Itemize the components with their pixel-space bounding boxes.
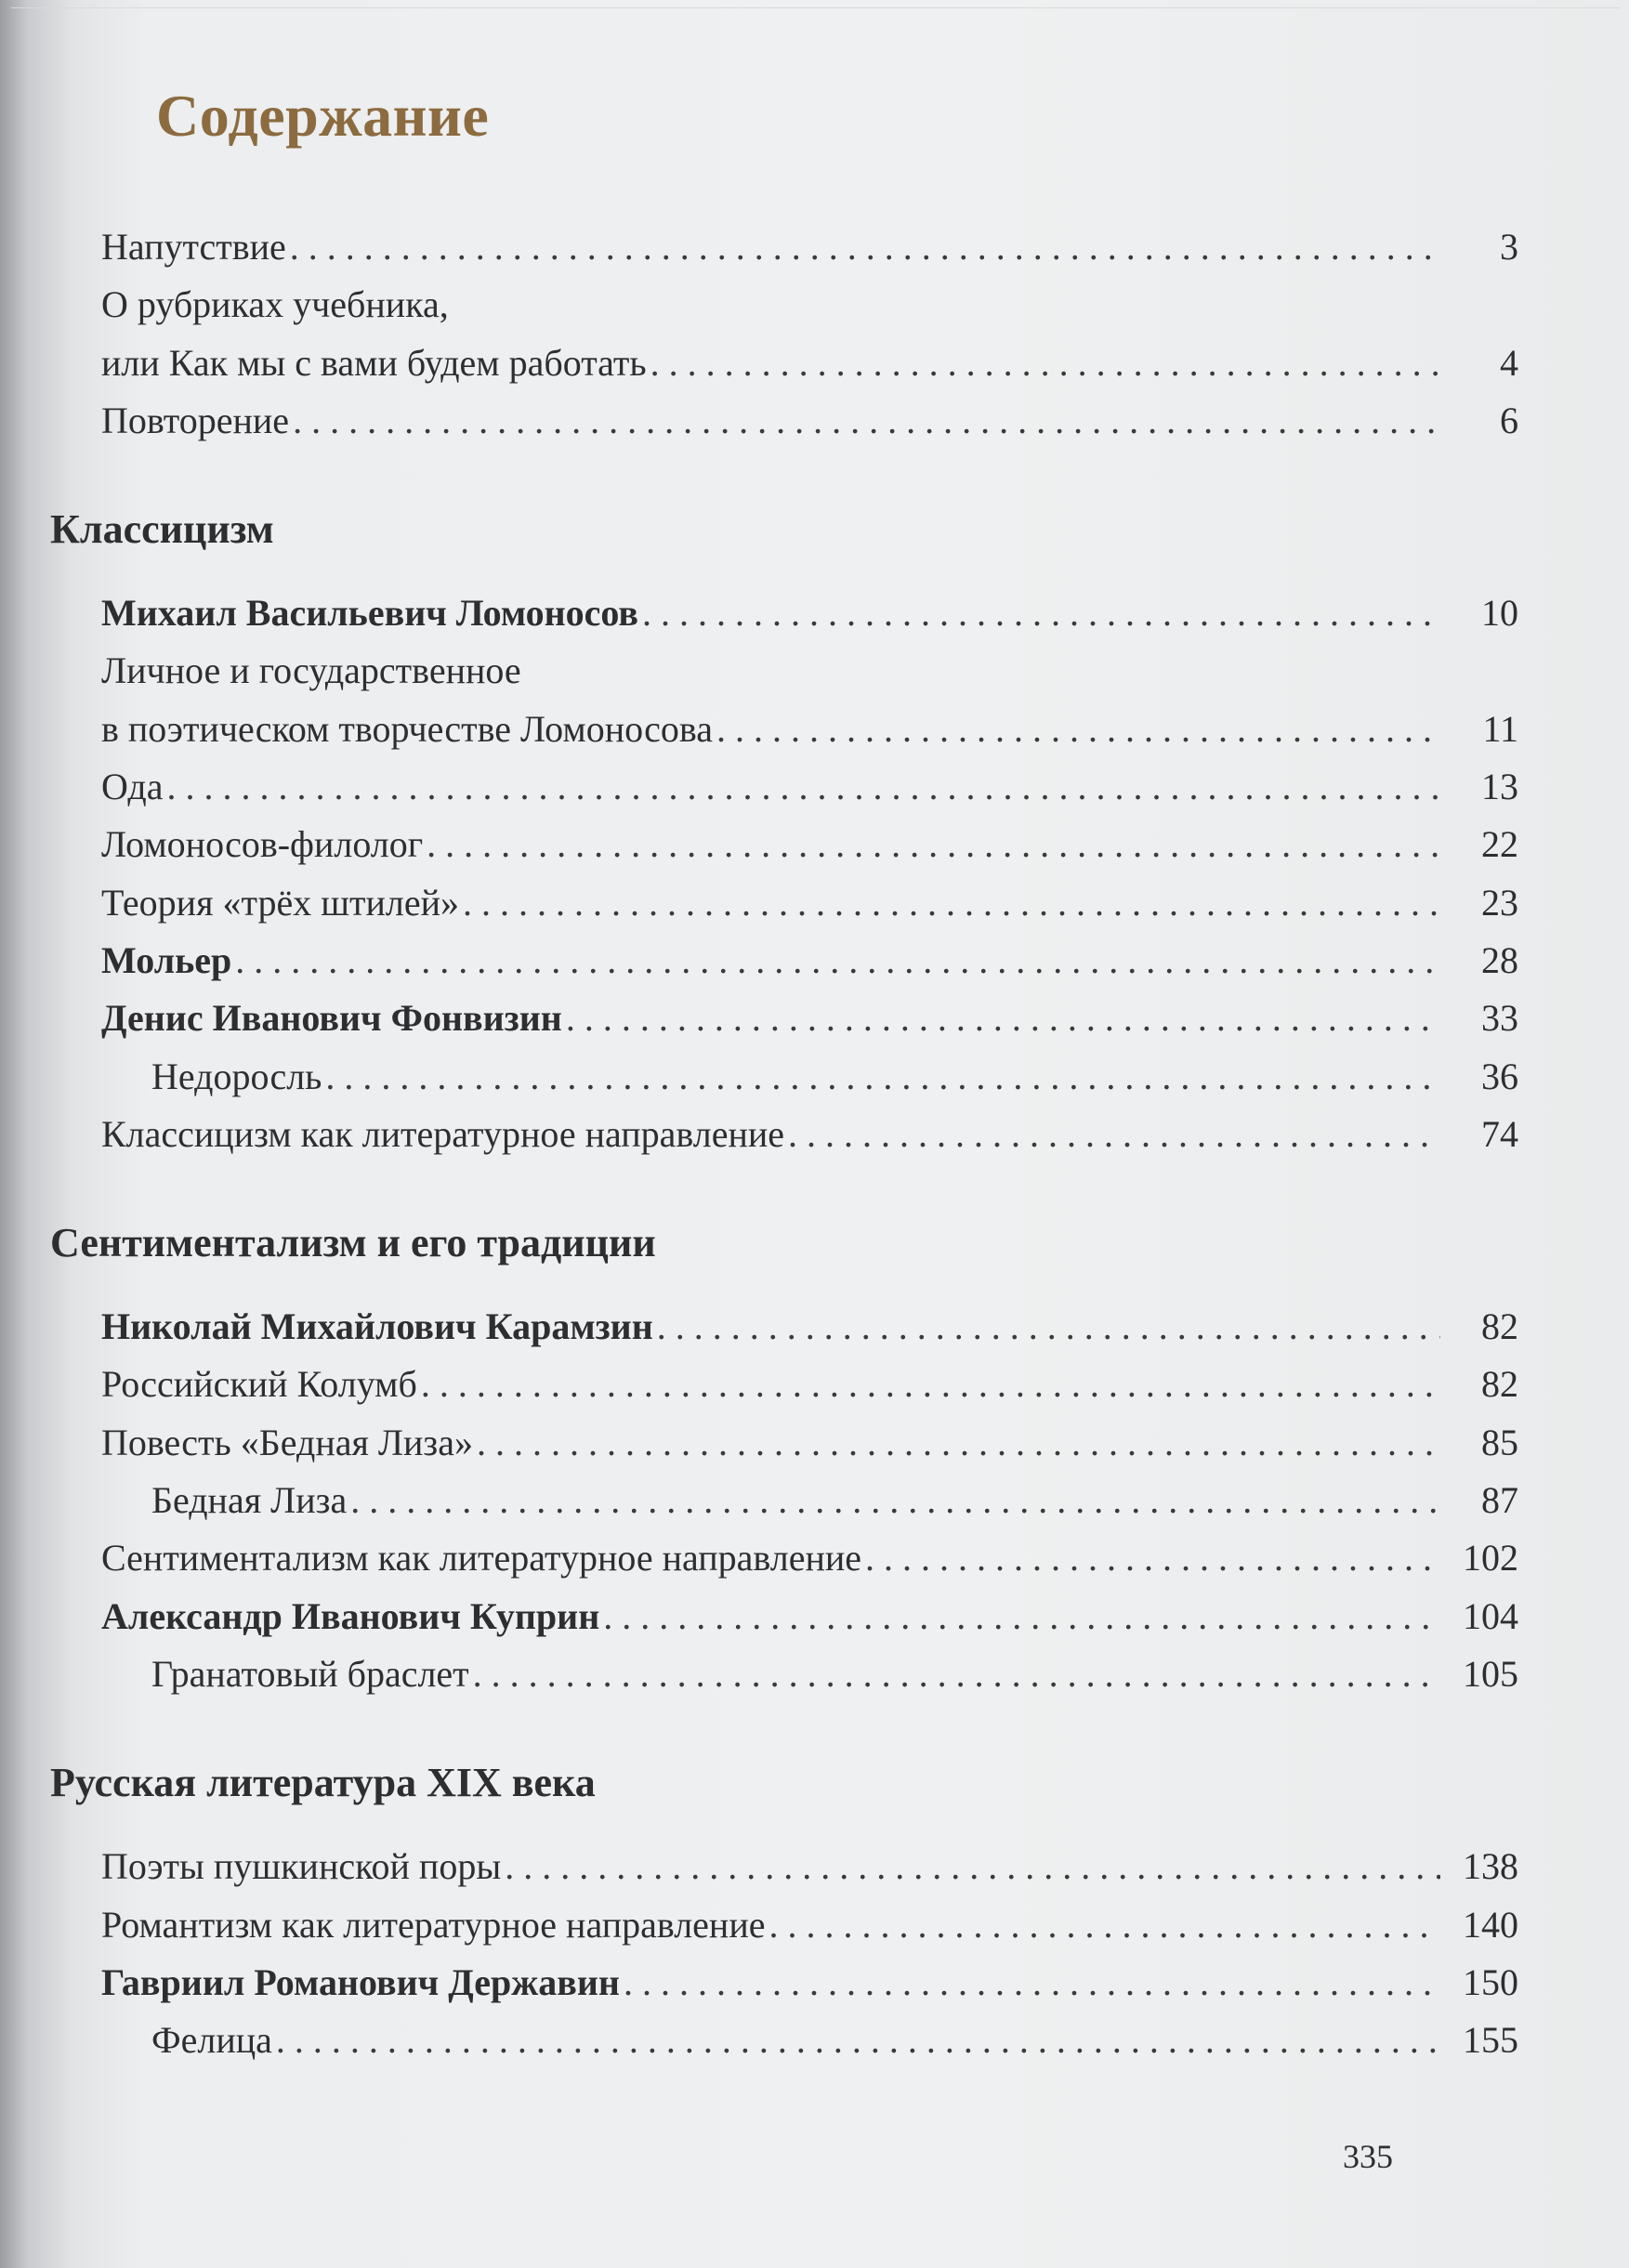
toc-entry[interactable] bbox=[50, 642, 1518, 700]
toc-entry[interactable] bbox=[50, 1414, 1518, 1472]
toc-entry[interactable] bbox=[50, 1048, 1518, 1106]
toc-entry-title: Повесть «Бедная Лиза» bbox=[101, 1421, 473, 1463]
toc-entry-title: Николай Михайлович Карамзин bbox=[101, 1305, 653, 1348]
toc-entry-page: 33 bbox=[1481, 997, 1518, 1040]
leader-dots bbox=[235, 932, 1440, 990]
toc-entry-page: 85 bbox=[1481, 1421, 1518, 1463]
leader-dots bbox=[166, 758, 1440, 816]
toc-entry-page: 74 bbox=[1481, 1112, 1518, 1155]
toc-entry[interactable] bbox=[50, 758, 1518, 816]
leader-dots bbox=[716, 701, 1440, 758]
leader-dots bbox=[350, 1472, 1440, 1529]
toc-entry-title: Повторение bbox=[101, 399, 290, 441]
section-heading: Сентиментализм и его традиции bbox=[50, 1220, 656, 1266]
toc-entry-title: Личное и государственное bbox=[101, 649, 521, 692]
page-title: Содержание bbox=[156, 83, 490, 149]
section-heading: Классицизм bbox=[50, 506, 274, 553]
toc-entry-page: 150 bbox=[1463, 1960, 1518, 2003]
toc-entry[interactable] bbox=[50, 1645, 1518, 1703]
toc-entry[interactable] bbox=[50, 276, 1518, 334]
toc-entry-page: 104 bbox=[1463, 1594, 1518, 1637]
toc-entry[interactable] bbox=[50, 932, 1518, 990]
toc-entry-page: 155 bbox=[1463, 2019, 1518, 2062]
toc-entry-page: 6 bbox=[1500, 399, 1518, 441]
leader-dots bbox=[650, 334, 1440, 392]
toc-entry-title: Романтизм как литературное направление bbox=[101, 1903, 766, 1946]
toc-entry-page: 28 bbox=[1481, 938, 1518, 981]
toc-entry-title: Денис Иванович Фонвизин bbox=[101, 997, 562, 1040]
leader-dots bbox=[477, 1414, 1440, 1472]
toc-entry[interactable] bbox=[50, 1954, 1518, 2012]
toc-entry[interactable] bbox=[50, 2012, 1518, 2069]
toc-entry-title: Сентиментализм как литературное направление bbox=[101, 1537, 862, 1580]
leader-dots bbox=[293, 392, 1440, 450]
toc-entry-title: Мольер bbox=[101, 938, 232, 981]
leader-dots bbox=[788, 1106, 1440, 1163]
toc-entry-page: 11 bbox=[1482, 707, 1518, 750]
toc-entry[interactable] bbox=[50, 1588, 1518, 1645]
toc-entry-page: 82 bbox=[1481, 1363, 1518, 1406]
toc-entry-title: О рубриках учебника, bbox=[101, 283, 449, 326]
toc-entry-title: Бедная Лиза bbox=[151, 1479, 348, 1522]
toc-entry-title: Теория «трёх штилей» bbox=[101, 881, 459, 924]
toc-entry-title: Фелица bbox=[151, 2019, 272, 2062]
leader-dots bbox=[427, 816, 1440, 873]
toc-entry[interactable] bbox=[50, 334, 1518, 392]
toc-entry-title: Александр Иванович Куприн bbox=[101, 1594, 600, 1637]
toc-entry-page: 3 bbox=[1500, 226, 1518, 268]
toc-entry-page: 102 bbox=[1463, 1537, 1518, 1580]
leader-dots bbox=[642, 584, 1440, 642]
toc-entry-title: Гранатовый браслет bbox=[151, 1652, 469, 1695]
toc-entry[interactable] bbox=[50, 816, 1518, 873]
leader-dots bbox=[290, 218, 1440, 276]
leader-dots bbox=[624, 1954, 1440, 2012]
toc-entry[interactable] bbox=[50, 584, 1518, 642]
toc-entry-page: 140 bbox=[1463, 1903, 1518, 1946]
toc-entry-page: 87 bbox=[1481, 1479, 1518, 1522]
toc-entry[interactable] bbox=[50, 874, 1518, 932]
toc-entry[interactable] bbox=[50, 1529, 1518, 1587]
leader-dots bbox=[566, 990, 1440, 1047]
leader-dots bbox=[463, 874, 1440, 932]
toc-entry[interactable] bbox=[50, 1298, 1518, 1356]
section-heading: Русская литература XIX века bbox=[50, 1760, 596, 1806]
toc-entry-title: или Как мы с вами будем работать bbox=[101, 341, 647, 384]
toc-entry-page: 82 bbox=[1481, 1305, 1518, 1348]
toc-entry[interactable] bbox=[50, 1838, 1518, 1895]
toc-entry-title: Напутствие bbox=[101, 226, 286, 268]
toc-entry-title: Ода bbox=[101, 766, 164, 808]
toc-entry-title: Недоросль bbox=[151, 1055, 322, 1097]
toc-entry[interactable] bbox=[50, 392, 1518, 450]
toc-entry-page: 22 bbox=[1481, 823, 1518, 866]
toc-entry-title: Поэты пушкинской поры bbox=[101, 1845, 502, 1888]
leader-dots bbox=[769, 1896, 1441, 1954]
leader-dots bbox=[865, 1529, 1440, 1587]
leader-dots bbox=[473, 1645, 1440, 1703]
toc-entry-page: 36 bbox=[1481, 1055, 1518, 1097]
toc-entry[interactable] bbox=[50, 1356, 1518, 1413]
toc-entry-title: в поэтическом творчестве Ломоносова bbox=[101, 707, 713, 750]
toc-entry-title: Михаил Васильевич Ломоносов bbox=[101, 592, 638, 635]
toc-entry-title: Ломоносов-филолог bbox=[101, 823, 424, 866]
toc-entry[interactable] bbox=[50, 990, 1518, 1047]
toc-entry[interactable] bbox=[50, 218, 1518, 276]
toc-entry[interactable] bbox=[50, 1106, 1518, 1163]
toc-entry-page: 10 bbox=[1481, 592, 1518, 635]
toc-entry-title: Российский Колумб bbox=[101, 1363, 417, 1406]
toc-entry-page: 13 bbox=[1481, 766, 1518, 808]
toc-entry[interactable] bbox=[50, 701, 1518, 758]
table-of-contents bbox=[50, 218, 1518, 2069]
leader-dots bbox=[325, 1048, 1440, 1106]
toc-entry[interactable] bbox=[50, 1472, 1518, 1529]
leader-dots bbox=[276, 2012, 1440, 2069]
leader-dots bbox=[421, 1356, 1440, 1413]
toc-entry-title: Классицизм как литературное направление bbox=[101, 1112, 785, 1155]
toc-entry-title: Гавриил Романович Державин bbox=[101, 1960, 620, 2003]
page-number: 335 bbox=[1343, 2138, 1393, 2175]
leader-dots bbox=[657, 1298, 1440, 1356]
toc-entry-page: 138 bbox=[1463, 1845, 1518, 1888]
toc-entry-page: 23 bbox=[1481, 881, 1518, 924]
toc-entry[interactable] bbox=[50, 1896, 1518, 1954]
leader-dots bbox=[505, 1838, 1440, 1895]
leader-dots bbox=[603, 1588, 1440, 1645]
toc-entry-page: 4 bbox=[1500, 341, 1518, 384]
toc-entry-page: 105 bbox=[1463, 1652, 1518, 1695]
